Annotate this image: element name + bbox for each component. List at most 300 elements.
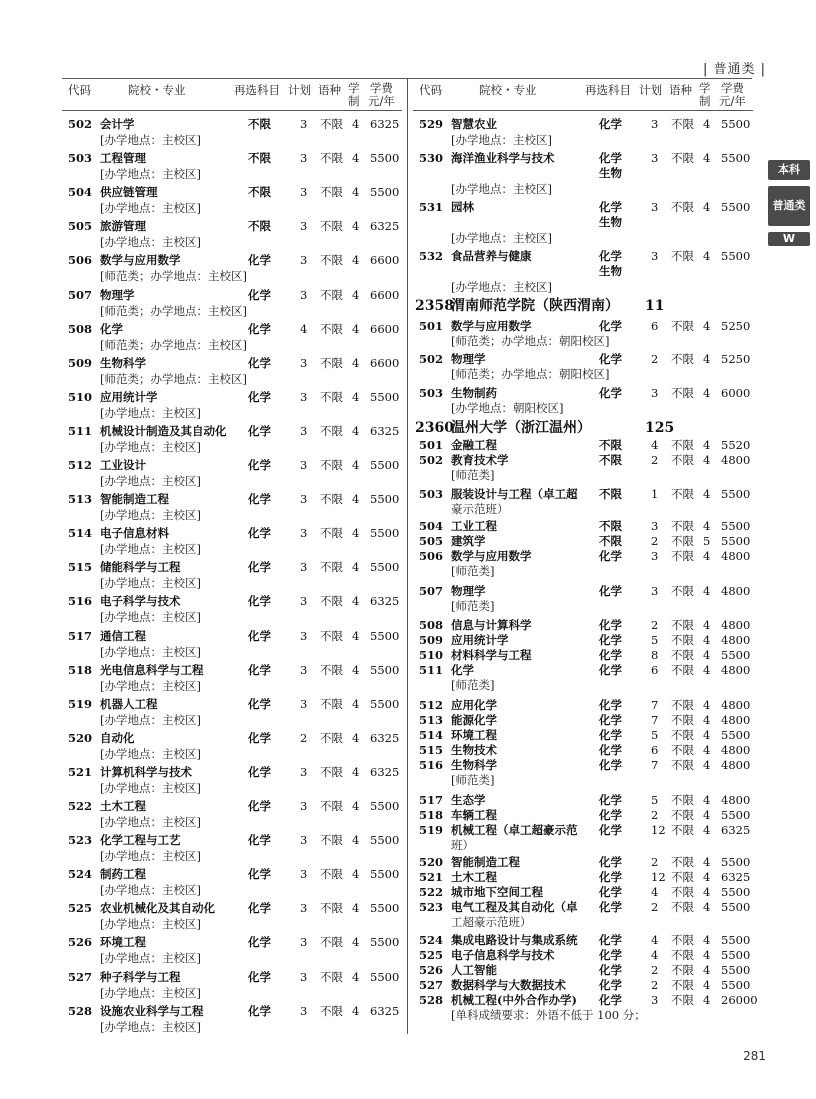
column-divider bbox=[407, 78, 408, 1034]
language: 不限 bbox=[671, 648, 694, 662]
tuition-fee: 5500 bbox=[370, 833, 400, 848]
major-name: 材料科学与工程 bbox=[451, 648, 532, 662]
major-code: 519 bbox=[419, 823, 444, 837]
major-name: 生物科学 bbox=[100, 355, 146, 370]
duration-years: 4 bbox=[352, 969, 360, 984]
plan-count: 4 bbox=[651, 438, 659, 452]
language: 不限 bbox=[671, 885, 694, 899]
duration-years: 4 bbox=[352, 833, 360, 848]
duration-years: 4 bbox=[703, 713, 711, 727]
major-name: 机械设计制造及其自动化 bbox=[100, 423, 227, 438]
language: 不限 bbox=[320, 935, 343, 950]
major-code: 505 bbox=[419, 534, 444, 548]
major-name: 生物科学 bbox=[451, 758, 497, 772]
language: 不限 bbox=[320, 594, 343, 609]
right-column bbox=[413, 80, 758, 1022]
required-subject: 不限 bbox=[599, 534, 622, 548]
plan-count: 3 bbox=[300, 253, 308, 268]
required-subject: 化学 bbox=[599, 993, 622, 1007]
duration-years: 4 bbox=[703, 633, 711, 647]
language: 不限 bbox=[671, 963, 694, 977]
plan-count: 3 bbox=[651, 549, 659, 563]
table-header-left bbox=[62, 80, 402, 111]
major-name: 城市地下空间工程 bbox=[451, 885, 543, 899]
plan-count: 3 bbox=[651, 249, 659, 263]
plan-count: 2 bbox=[651, 963, 659, 977]
major-note: [办学地点：主校区] bbox=[100, 542, 201, 557]
language: 不限 bbox=[320, 219, 343, 234]
required-subject: 不限 bbox=[599, 438, 622, 452]
plan-count: 1 bbox=[651, 487, 659, 501]
duration-years: 4 bbox=[703, 743, 711, 757]
major-code: 501 bbox=[419, 319, 444, 333]
major-code: 527 bbox=[419, 978, 444, 992]
duration-years: 4 bbox=[352, 696, 360, 711]
required-subject: 化学 bbox=[599, 900, 622, 914]
plan-count: 2 bbox=[300, 730, 308, 745]
major-note: [师范类] bbox=[451, 468, 495, 482]
major-code: 532 bbox=[419, 249, 444, 263]
major-code: 502 bbox=[419, 453, 444, 467]
tuition-fee: 5500 bbox=[370, 935, 400, 950]
major-note: [师范类；办学地点：主校区] bbox=[100, 303, 247, 318]
major-note: [办学地点：主校区] bbox=[451, 182, 552, 196]
language: 不限 bbox=[320, 458, 343, 472]
header-lang: 语种 bbox=[318, 83, 341, 97]
required-subject: 不限 bbox=[248, 117, 271, 131]
major-code: 522 bbox=[419, 885, 444, 899]
major-name: 应用统计学 bbox=[100, 389, 158, 404]
duration-years: 4 bbox=[352, 151, 360, 166]
required-subject: 化学 bbox=[599, 618, 622, 632]
required-subject: 化学 bbox=[599, 319, 622, 333]
duration-years: 4 bbox=[703, 618, 711, 632]
required-subject: 化学 bbox=[248, 389, 271, 404]
major-code: 504 bbox=[419, 519, 444, 533]
plan-count: 3 bbox=[300, 662, 308, 677]
plan-count: 3 bbox=[300, 389, 308, 404]
duration-years: 4 bbox=[703, 386, 711, 400]
major-note: [办学地点：主校区] bbox=[100, 917, 201, 932]
side-tab-undergrad[interactable]: 本科 bbox=[768, 160, 810, 180]
plan-count: 5 bbox=[651, 728, 659, 742]
header-major: 院校・专业 bbox=[128, 83, 186, 97]
language: 不限 bbox=[320, 1003, 343, 1018]
language: 不限 bbox=[671, 151, 694, 165]
major-name: 智能制造工程 bbox=[100, 492, 169, 507]
language: 不限 bbox=[671, 948, 694, 962]
major-code: 529 bbox=[419, 117, 444, 131]
major-code: 520 bbox=[419, 855, 444, 869]
duration-years: 4 bbox=[703, 963, 711, 977]
tuition-fee: 6325 bbox=[370, 219, 400, 234]
required-subject: 化学 bbox=[599, 151, 622, 165]
tuition-fee: 4800 bbox=[721, 549, 751, 563]
required-subject: 化学 bbox=[599, 698, 622, 712]
language: 不限 bbox=[320, 526, 343, 541]
major-name: 供应链管理 bbox=[100, 185, 158, 200]
major-name: 化学工程与工艺 bbox=[100, 833, 181, 848]
language: 不限 bbox=[671, 978, 694, 992]
plan-count: 3 bbox=[300, 867, 308, 882]
tuition-fee: 5500 bbox=[370, 628, 400, 643]
required-subject: 化学 bbox=[248, 594, 271, 609]
language: 不限 bbox=[320, 764, 343, 779]
major-note: [办学地点：主校区] bbox=[100, 951, 201, 966]
required-subject: 化学 bbox=[599, 648, 622, 662]
duration-years: 4 bbox=[352, 355, 360, 370]
tuition-fee: 5500 bbox=[370, 696, 400, 711]
plan-count: 3 bbox=[300, 117, 308, 131]
major-note: [办学地点：主校区] bbox=[100, 235, 201, 250]
duration-years: 4 bbox=[703, 319, 711, 333]
major-name: 能源化学 bbox=[451, 713, 497, 727]
major-code: 515 bbox=[68, 560, 93, 575]
header-code: 代码 bbox=[419, 83, 442, 97]
plan-count: 4 bbox=[651, 948, 659, 962]
plan-count: 8 bbox=[651, 648, 659, 662]
language: 不限 bbox=[671, 728, 694, 742]
duration-years: 4 bbox=[703, 698, 711, 712]
major-code: 526 bbox=[419, 963, 444, 977]
major-name: 车辆工程 bbox=[451, 808, 497, 822]
header-code: 代码 bbox=[68, 83, 91, 97]
major-code: 518 bbox=[419, 808, 444, 822]
required-subject-2: 生物 bbox=[599, 264, 622, 278]
page-number: 281 bbox=[743, 1049, 766, 1063]
plan-count: 12 bbox=[651, 823, 666, 837]
table-header-right bbox=[413, 80, 753, 111]
side-tab-w[interactable]: W bbox=[768, 232, 810, 246]
required-subject: 化学 bbox=[248, 867, 271, 882]
language: 不限 bbox=[671, 870, 694, 884]
major-code: 510 bbox=[419, 648, 444, 662]
plan-count: 3 bbox=[300, 594, 308, 609]
language: 不限 bbox=[671, 487, 694, 501]
required-subject: 化学 bbox=[599, 633, 622, 647]
major-code: 520 bbox=[68, 730, 93, 745]
duration-years: 4 bbox=[352, 867, 360, 882]
language: 不限 bbox=[671, 352, 694, 366]
plan-count: 3 bbox=[300, 560, 308, 575]
tuition-fee: 5500 bbox=[721, 900, 751, 914]
required-subject: 不限 bbox=[248, 185, 271, 200]
plan-count: 3 bbox=[300, 696, 308, 711]
major-name: 旅游管理 bbox=[100, 219, 146, 234]
duration-years: 4 bbox=[703, 519, 711, 533]
major-name: 设施农业科学与工程 bbox=[100, 1003, 204, 1018]
major-note: 班） bbox=[451, 838, 474, 852]
required-subject: 化学 bbox=[248, 526, 271, 541]
language: 不限 bbox=[671, 519, 694, 533]
major-name: 化学 bbox=[451, 663, 474, 677]
major-note: [办学地点：主校区] bbox=[100, 746, 201, 761]
tuition-fee: 5500 bbox=[721, 151, 751, 165]
tuition-fee: 4800 bbox=[721, 633, 751, 647]
duration-years: 4 bbox=[352, 1003, 360, 1018]
tuition-fee: 5500 bbox=[370, 560, 400, 575]
plan-count: 3 bbox=[651, 117, 659, 131]
plan-count: 3 bbox=[651, 993, 659, 1007]
language: 不限 bbox=[671, 319, 694, 333]
major-code: 513 bbox=[68, 492, 93, 507]
duration-years: 4 bbox=[352, 185, 360, 200]
major-note: [办学地点：主校区] bbox=[100, 610, 201, 625]
language: 不限 bbox=[320, 389, 343, 404]
major-note: [师范类] bbox=[451, 773, 495, 787]
duration-years: 4 bbox=[703, 855, 711, 869]
major-code: 519 bbox=[68, 696, 93, 711]
major-code: 524 bbox=[68, 867, 93, 882]
major-code: 506 bbox=[419, 549, 444, 563]
major-code: 508 bbox=[68, 321, 93, 336]
required-subject: 化学 bbox=[248, 492, 271, 507]
major-code: 514 bbox=[419, 728, 444, 742]
major-note: [师范类；办学地点：主校区] bbox=[100, 269, 247, 284]
language: 不限 bbox=[671, 993, 694, 1007]
required-subject: 化学 bbox=[599, 808, 622, 822]
major-note: [办学地点：主校区] bbox=[451, 133, 552, 147]
required-subject: 不限 bbox=[599, 487, 622, 501]
language: 不限 bbox=[671, 633, 694, 647]
plan-count: 3 bbox=[300, 935, 308, 950]
required-subject: 不限 bbox=[599, 453, 622, 467]
tuition-fee: 5500 bbox=[721, 855, 751, 869]
required-subject: 化学 bbox=[599, 978, 622, 992]
major-name: 应用统计学 bbox=[451, 633, 509, 647]
tuition-fee: 5500 bbox=[721, 519, 751, 533]
tuition-fee: 6325 bbox=[370, 764, 400, 779]
plan-count: 3 bbox=[300, 458, 308, 472]
major-name: 数据科学与大数据技术 bbox=[451, 978, 566, 992]
major-name: 智能制造工程 bbox=[451, 855, 520, 869]
duration-years: 4 bbox=[703, 993, 711, 1007]
major-note: [办学地点：主校区] bbox=[100, 678, 201, 693]
major-note: [办学地点：主校区] bbox=[100, 644, 201, 659]
tuition-fee: 5500 bbox=[721, 948, 751, 962]
major-name: 建筑学 bbox=[451, 534, 486, 548]
language: 不限 bbox=[320, 833, 343, 848]
major-code: 503 bbox=[419, 386, 444, 400]
plan-count: 3 bbox=[300, 185, 308, 200]
major-code: 512 bbox=[419, 698, 444, 712]
major-name: 生态学 bbox=[451, 793, 486, 807]
required-subject-2: 生物 bbox=[599, 215, 622, 229]
duration-years: 4 bbox=[703, 978, 711, 992]
major-code: 513 bbox=[419, 713, 444, 727]
major-code: 512 bbox=[68, 458, 93, 472]
major-code: 528 bbox=[68, 1003, 93, 1018]
plan-count: 7 bbox=[651, 698, 659, 712]
tuition-fee: 6325 bbox=[370, 1003, 400, 1018]
major-name: 生物技术 bbox=[451, 743, 497, 757]
tuition-fee: 5500 bbox=[370, 389, 400, 404]
major-code: 524 bbox=[419, 933, 444, 947]
header-major: 院校・专业 bbox=[479, 83, 537, 97]
tuition-fee: 5500 bbox=[721, 933, 751, 947]
major-name: 环境工程 bbox=[451, 728, 497, 742]
tuition-fee: 6325 bbox=[370, 730, 400, 745]
major-name: 工业工程 bbox=[451, 519, 497, 533]
major-name: 金融工程 bbox=[451, 438, 497, 452]
duration-years: 4 bbox=[703, 793, 711, 807]
tuition-fee: 5500 bbox=[721, 885, 751, 899]
language: 不限 bbox=[320, 355, 343, 370]
major-code: 530 bbox=[419, 151, 444, 165]
duration-years: 4 bbox=[703, 117, 711, 131]
duration-years: 4 bbox=[703, 487, 711, 501]
language: 不限 bbox=[320, 423, 343, 438]
major-name: 集成电路设计与集成系统 bbox=[451, 933, 578, 947]
major-code: 517 bbox=[68, 628, 93, 643]
tuition-fee: 5500 bbox=[370, 185, 400, 200]
duration-years: 4 bbox=[352, 458, 360, 472]
major-name: 机械工程（卓工超豪示范 bbox=[451, 823, 578, 837]
duration-years: 4 bbox=[703, 438, 711, 452]
language: 不限 bbox=[320, 662, 343, 677]
major-name: 环境工程 bbox=[100, 935, 146, 950]
required-subject: 化学 bbox=[599, 885, 622, 899]
required-subject: 化学 bbox=[248, 1003, 271, 1018]
major-note: [办学地点：主校区] bbox=[100, 985, 201, 1000]
tuition-fee: 4800 bbox=[721, 618, 751, 632]
major-code: 521 bbox=[419, 870, 444, 884]
tuition-fee: 4800 bbox=[721, 453, 751, 467]
duration-years: 4 bbox=[703, 648, 711, 662]
tuition-fee: 5500 bbox=[721, 808, 751, 822]
language: 不限 bbox=[671, 933, 694, 947]
header-years: 学 制 bbox=[699, 81, 711, 108]
tuition-fee: 5500 bbox=[370, 901, 400, 916]
major-name: 光电信息科学与工程 bbox=[100, 662, 204, 677]
major-code: 506 bbox=[68, 253, 93, 268]
duration-years: 4 bbox=[352, 662, 360, 677]
major-code: 503 bbox=[68, 151, 93, 166]
tuition-fee: 5500 bbox=[721, 487, 751, 501]
language: 不限 bbox=[320, 492, 343, 507]
language: 不限 bbox=[671, 453, 694, 467]
required-subject: 化学 bbox=[599, 948, 622, 962]
required-subject: 化学 bbox=[248, 628, 271, 643]
major-note: [师范类；办学地点：主校区] bbox=[100, 337, 247, 352]
major-name: 储能科学与工程 bbox=[100, 560, 181, 575]
plan-count: 12 bbox=[651, 870, 666, 884]
tuition-fee: 5250 bbox=[721, 352, 751, 366]
required-subject: 化学 bbox=[599, 200, 622, 214]
plan-count: 6 bbox=[651, 663, 659, 677]
university-plan-total: 11 bbox=[645, 298, 665, 314]
language: 不限 bbox=[671, 386, 694, 400]
major-note: [单科成绩要求：外语不低于 100 分； bbox=[451, 1008, 646, 1022]
major-code: 518 bbox=[68, 662, 93, 677]
language: 不限 bbox=[671, 698, 694, 712]
language: 不限 bbox=[671, 200, 694, 214]
required-subject: 化学 bbox=[599, 855, 622, 869]
language: 不限 bbox=[671, 900, 694, 914]
language: 不限 bbox=[671, 249, 694, 263]
required-subject: 化学 bbox=[599, 117, 622, 131]
required-subject: 化学 bbox=[599, 963, 622, 977]
header-fee: 学费 元/年 bbox=[368, 81, 395, 108]
tuition-fee: 5500 bbox=[721, 648, 751, 662]
duration-years: 4 bbox=[352, 901, 360, 916]
tuition-fee: 5250 bbox=[721, 319, 751, 333]
plan-count: 3 bbox=[300, 526, 308, 541]
plan-count: 2 bbox=[651, 808, 659, 822]
major-code: 514 bbox=[68, 526, 93, 541]
tuition-fee: 6600 bbox=[370, 321, 400, 336]
major-name: 会计学 bbox=[100, 117, 135, 131]
major-code: 502 bbox=[68, 117, 93, 131]
duration-years: 4 bbox=[703, 453, 711, 467]
major-note: 工超豪示范班） bbox=[451, 915, 532, 929]
duration-years: 4 bbox=[703, 933, 711, 947]
plan-count: 7 bbox=[651, 758, 659, 772]
tuition-fee: 4800 bbox=[721, 793, 751, 807]
major-code: 502 bbox=[419, 352, 444, 366]
duration-years: 4 bbox=[703, 870, 711, 884]
plan-count: 6 bbox=[651, 743, 659, 757]
major-code: 503 bbox=[419, 487, 444, 501]
tuition-fee: 4800 bbox=[721, 743, 751, 757]
tuition-fee: 6600 bbox=[370, 287, 400, 302]
language: 不限 bbox=[320, 287, 343, 302]
language: 不限 bbox=[320, 867, 343, 882]
major-code: 516 bbox=[419, 758, 444, 772]
header-lang: 语种 bbox=[669, 83, 692, 97]
duration-years: 4 bbox=[352, 935, 360, 950]
language: 不限 bbox=[671, 793, 694, 807]
major-note: [办学地点：主校区] bbox=[100, 405, 201, 420]
header-plan: 计划 bbox=[639, 83, 662, 97]
major-name: 智慧农业 bbox=[451, 117, 497, 131]
major-note: [办学地点：主校区] bbox=[100, 712, 201, 727]
tuition-fee: 6325 bbox=[721, 823, 751, 837]
major-name: 通信工程 bbox=[100, 628, 146, 643]
duration-years: 4 bbox=[352, 219, 360, 234]
major-note: [师范类] bbox=[451, 678, 495, 692]
required-subject: 化学 bbox=[599, 728, 622, 742]
tuition-fee: 26000 bbox=[721, 993, 758, 1007]
tuition-fee: 5500 bbox=[721, 963, 751, 977]
duration-years: 4 bbox=[352, 117, 360, 131]
major-note: [办学地点：主校区] bbox=[100, 508, 201, 523]
header-subject: 再选科目 bbox=[585, 83, 631, 97]
major-name: 园林 bbox=[451, 200, 474, 214]
plan-count: 3 bbox=[651, 584, 659, 598]
language: 不限 bbox=[671, 663, 694, 677]
required-subject: 化学 bbox=[248, 764, 271, 779]
major-code: 508 bbox=[419, 618, 444, 632]
required-subject: 化学 bbox=[599, 870, 622, 884]
major-name: 工业设计 bbox=[100, 458, 146, 472]
major-code: 509 bbox=[68, 355, 93, 370]
side-tab-general[interactable]: 普通类 bbox=[768, 186, 810, 226]
tuition-fee: 5500 bbox=[721, 534, 751, 548]
language: 不限 bbox=[320, 117, 343, 131]
required-subject: 化学 bbox=[248, 901, 271, 916]
duration-years: 4 bbox=[352, 730, 360, 745]
tuition-fee: 5500 bbox=[370, 526, 400, 541]
major-code: 509 bbox=[419, 633, 444, 647]
major-name: 人工智能 bbox=[451, 963, 497, 977]
plan-count: 3 bbox=[651, 200, 659, 214]
required-subject: 化学 bbox=[599, 743, 622, 757]
required-subject: 化学 bbox=[248, 696, 271, 711]
plan-count: 3 bbox=[300, 764, 308, 779]
major-note: [办学地点：主校区] bbox=[100, 815, 201, 829]
tuition-fee: 4800 bbox=[721, 713, 751, 727]
